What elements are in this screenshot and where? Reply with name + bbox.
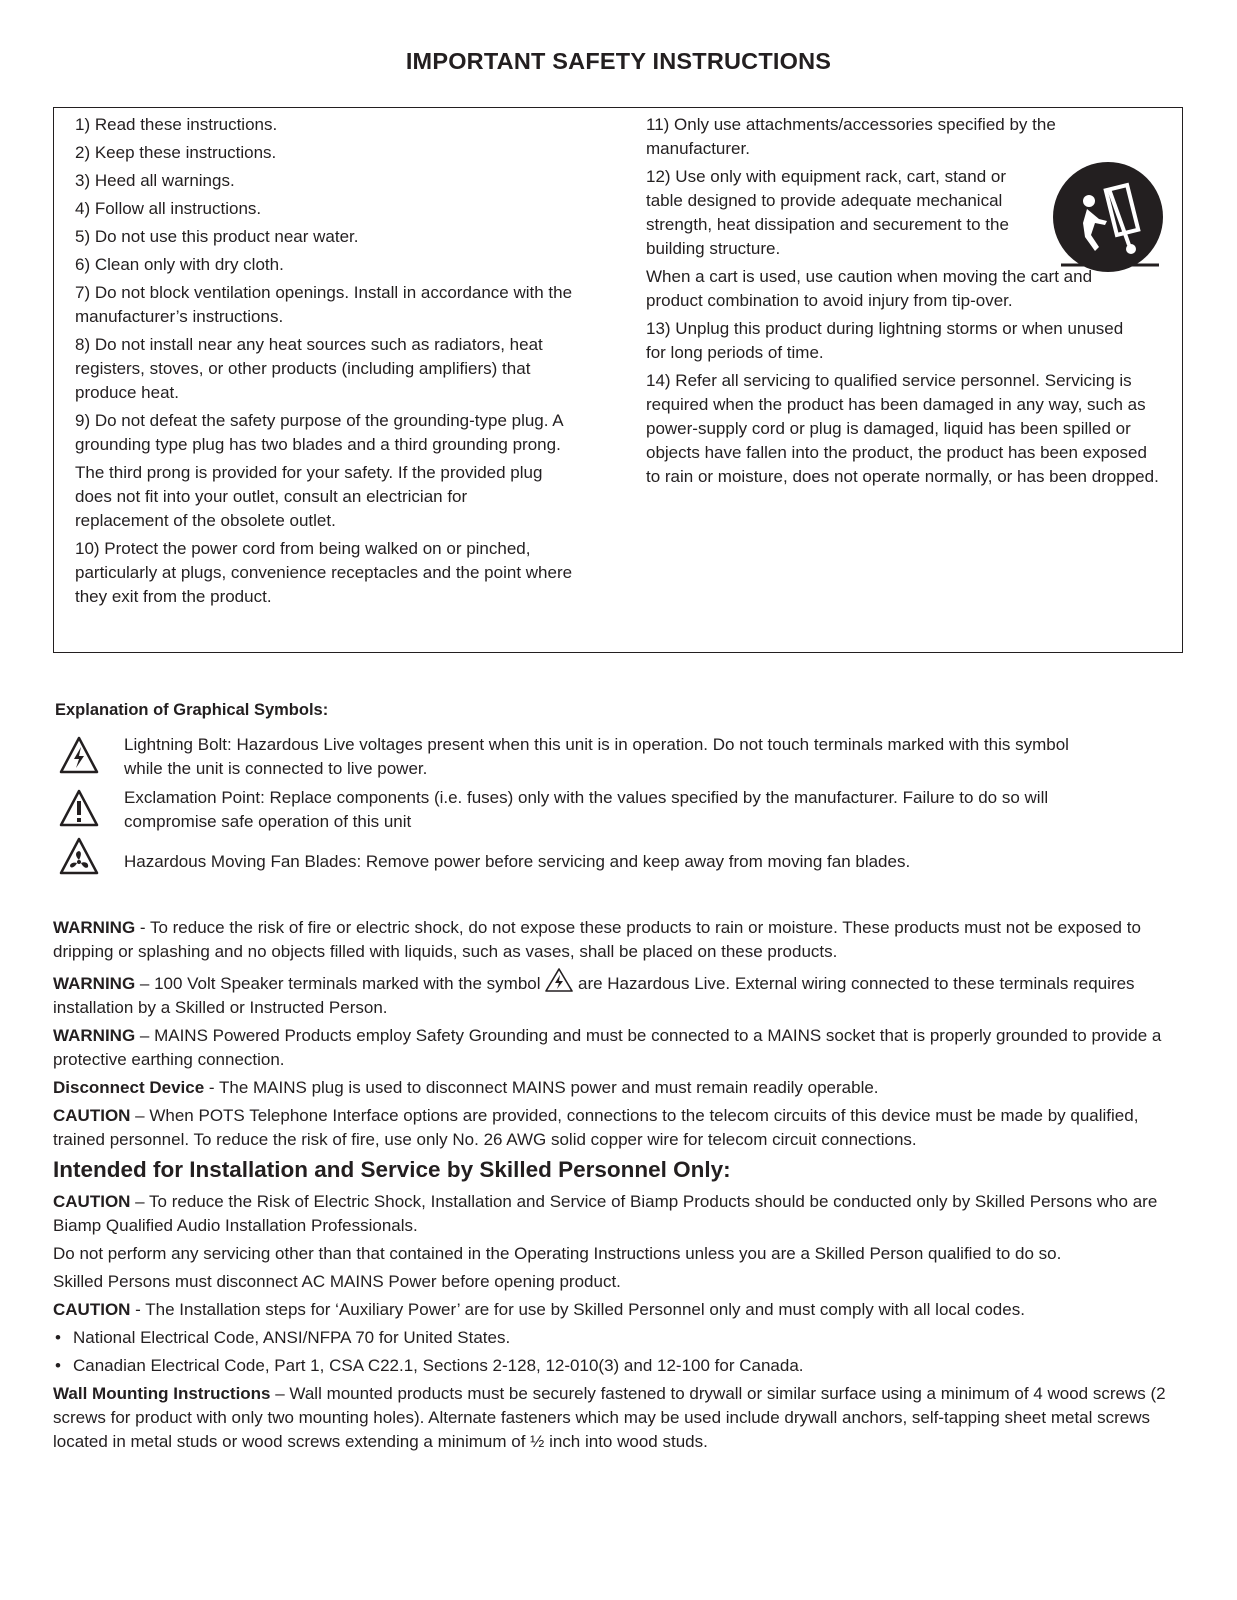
caution-paragraph: CAUTION - The Installation steps for ‘Auxiliary Power’ are for use by Skilled Personnel only and must comply with all local codes.	[53, 1300, 1025, 1319]
instruction-item: 13) Unplug this product during lightning storms or when unused for long periods of time.	[646, 319, 1124, 362]
instruction-item: 14) Refer all servicing to qualified service personnel. Servicing is required when the product has been damaged in any way, such as power-supply cord or plug is damaged, liquid has been spilled or objects have fallen into the product, the product has been exposed to rain or moisture, does not operate normally, or has been dropped.	[646, 371, 1159, 486]
instruction-item: 4) Follow all instructions.	[75, 199, 262, 218]
caution-paragraph: CAUTION – When POTS Telephone Interface options are provided, connections to the telecom circuits of this device must be made by qualified, trained personnel. To reduce the risk of fire, use only No. 26 AWG solid copper wire for telecom circuit connections.	[53, 1106, 1139, 1149]
lightning-bolt-warning-icon	[545, 968, 573, 992]
instruction-item: The third prong is provided for your safety. If the provided plug does not fit into your outlet, consult an electrician for replacement of the obsolete outlet.	[75, 463, 543, 530]
symbol-description: Exclamation Point: Replace components (i.e. fuses) only with the values specified by the manufacturer. Failure to do so will compromise safe operation of this unit	[124, 788, 1049, 831]
disconnect-paragraph: Disconnect Device - The MAINS plug is used to disconnect MAINS power and must remain readily operable.	[53, 1078, 879, 1097]
disconnect-label: Disconnect Device	[53, 1078, 205, 1097]
bullet-mark: •	[55, 1328, 61, 1347]
symbol-description: Hazardous Moving Fan Blades: Remove power before servicing and keep away from moving fan blades.	[124, 852, 911, 871]
instruction-item: 7) Do not block ventilation openings. Install in accordance with the manufacturer’s instructions.	[75, 283, 573, 326]
instruction-item: 11) Only use attachments/accessories specified by the manufacturer.	[646, 115, 1056, 158]
warnings-section	[53, 916, 1183, 1458]
lightning-bolt-warning-icon	[58, 735, 100, 777]
instruction-item: 3) Heed all warnings.	[75, 171, 235, 190]
disconnect-power-paragraph: Skilled Persons must disconnect AC MAINS Power before opening product.	[53, 1272, 621, 1291]
bullet-mark: •	[55, 1356, 61, 1375]
warning-paragraph: WARNING - To reduce the risk of fire or electric shock, do not expose these products to rain or moisture. These products must not be exposed to dripping or splashing and no objects filled with liquids, such as vases, shall be placed on these products.	[53, 918, 1141, 961]
caution-label: CAUTION	[53, 1106, 131, 1125]
fan-blade-warning-icon	[58, 836, 100, 878]
warning-label: WARNING	[53, 918, 136, 937]
caution-paragraph: CAUTION – To reduce the Risk of Electric Shock, Installation and Service of Biamp Products should be conducted only by Skilled Persons who are Biamp Qualified Audio Installation Professionals.	[53, 1192, 1158, 1235]
instruction-item: 2) Keep these instructions.	[75, 143, 277, 162]
symbols-heading: Explanation of Graphical Symbols:	[55, 701, 329, 719]
warning-paragraph: WARNING – MAINS Powered Products employ Safety Grounding and must be connected to a MAINS socket that is properly grounded to provide a protective earthing connection.	[53, 1026, 1162, 1069]
instruction-item: 1) Read these instructions.	[75, 115, 278, 134]
installation-heading: Intended for Installation and Service by Skilled Personnel Only:	[53, 1157, 731, 1182]
instruction-item: 12) Use only with equipment rack, cart, stand or table designed to provide adequate mechanical strength, heat dissipation and securement to the building structure.	[646, 167, 1009, 258]
instruction-item: 9) Do not defeat the safety purpose of the grounding-type plug. A grounding type plug has two blades and a third grounding prong.	[75, 411, 563, 454]
symbol-description: Lightning Bolt: Hazardous Live voltages present when this unit is in operation. Do not touch terminals marked with this symbol while the unit is connected to live power.	[124, 735, 1069, 778]
wall-mounting-label: Wall Mounting Instructions	[53, 1384, 271, 1403]
exclamation-warning-icon	[58, 788, 100, 830]
instruction-item: When a cart is used, use caution when moving the cart and product combination to avoid injury from tip-over.	[646, 267, 1093, 310]
instruction-item: 5) Do not use this product near water.	[75, 227, 359, 246]
caution-label: CAUTION	[53, 1300, 131, 1319]
caution-label: CAUTION	[53, 1192, 131, 1211]
warning-paragraph: WARNING – 100 Volt Speaker terminals marked with the symbol are Hazardous Live. External wiring connected to these terminals requires installation by a Skilled or Instructed Person.	[53, 968, 1183, 1020]
servicing-paragraph: Do not perform any servicing other than that contained in the Operating Instructions unless you are a Skilled Person qualified to do so.	[53, 1244, 1062, 1263]
instructions-left-column	[75, 113, 595, 613]
code-list-item: • Canadian Electrical Code, Part 1, CSA C22.1, Sections 2-128, 12-010(3) and 12-100 for Canada.	[53, 1354, 1183, 1378]
warning-label: WARNING	[53, 974, 136, 993]
page-title: IMPORTANT SAFETY INSTRUCTIONS	[405, 48, 832, 74]
instruction-item: 8) Do not install near any heat sources such as radiators, heat registers, stoves, or other products (including amplifiers) that produce heat.	[75, 335, 543, 402]
code-list-item: • National Electrical Code, ANSI/NFPA 70 for United States.	[53, 1326, 1183, 1350]
wall-mounting-paragraph: Wall Mounting Instructions – Wall mounted products must be securely fastened to drywall or similar surface using a minimum of 4 wood screws (2 screws for product with only two mounting holes). Alternate fasteners which may be used include drywall anchors, self-tapping sheet metal screws located in metal studs or wood screws extending a minimum of ½ inch into wood studs.	[53, 1384, 1166, 1451]
warning-label: WARNING	[53, 1026, 136, 1045]
instruction-item: 10) Protect the power cord from being walked on or pinched, particularly at plugs, convenience receptacles and the point where they exit from the product.	[75, 539, 573, 606]
cart-tip-over-warning-icon	[1049, 161, 1167, 279]
instruction-item: 6) Clean only with dry cloth.	[75, 255, 284, 274]
